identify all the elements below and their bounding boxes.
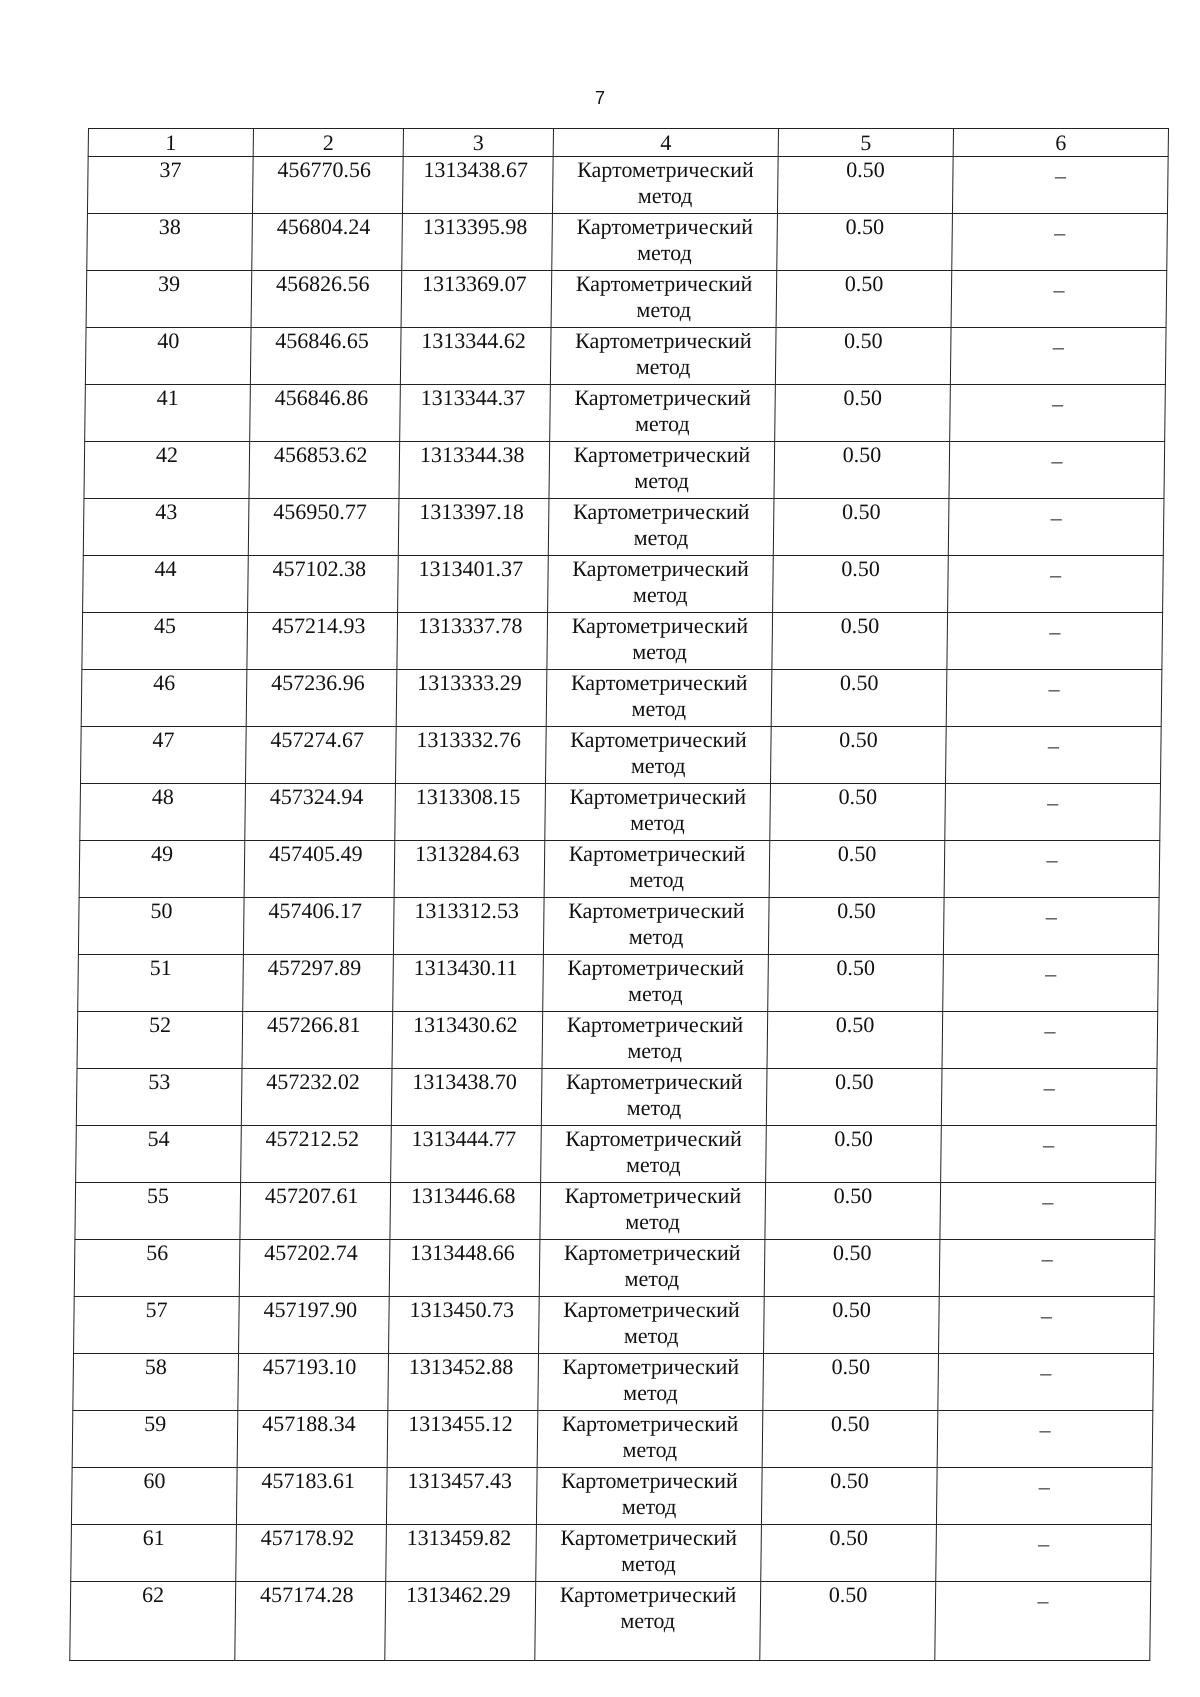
- description-cell: [936, 1468, 1152, 1525]
- point-number-cell: 44: [83, 556, 249, 613]
- column-header-5: 5: [778, 129, 953, 157]
- table-row: [87, 214, 1168, 271]
- y-coordinate-cell: 1313308.15: [395, 784, 546, 841]
- dash-mark: –: [1044, 1018, 1056, 1043]
- y-coordinate-cell: 1313438.67: [402, 157, 553, 214]
- y-coordinate-cell: 1313344.38: [399, 442, 550, 499]
- table-row: [74, 1297, 1155, 1354]
- point-number-cell: 42: [84, 442, 250, 499]
- description-cell: [950, 385, 1166, 442]
- accuracy-cell: 0.50: [777, 214, 953, 271]
- y-coordinate-cell: 1313452.88: [388, 1354, 539, 1411]
- y-coordinate-cell: 1313462.29: [385, 1582, 536, 1661]
- dash-mark: –: [1046, 847, 1058, 872]
- accuracy-cell: 0.50: [775, 328, 951, 385]
- x-coordinate-cell: 457212.52: [241, 1126, 392, 1183]
- y-coordinate-cell: 1313446.68: [390, 1183, 541, 1240]
- y-coordinate-cell: 1313344.62: [400, 328, 551, 385]
- y-coordinate-cell: 1313430.62: [392, 1012, 543, 1069]
- accuracy-cell: 0.50: [770, 727, 946, 784]
- method-cell: Картометрический метод: [543, 898, 769, 955]
- dash-mark: –: [1052, 334, 1064, 359]
- accuracy-cell: 0.50: [777, 157, 953, 214]
- point-number-cell: 51: [78, 955, 244, 1012]
- accuracy-cell: 0.50: [770, 784, 946, 841]
- x-coordinate-cell: 457406.17: [243, 898, 394, 955]
- point-number-cell: 52: [77, 1012, 243, 1069]
- method-cell: Картометрический метод: [552, 214, 778, 271]
- dash-mark: –: [1038, 1474, 1051, 1499]
- description-cell: [938, 1354, 1154, 1411]
- table-row: [76, 1069, 1157, 1126]
- description-cell: [945, 784, 1161, 841]
- point-number-cell: 46: [81, 670, 247, 727]
- column-header-4: 4: [553, 129, 778, 157]
- description-cell: [936, 1525, 1152, 1582]
- x-coordinate-cell: 457183.61: [236, 1468, 387, 1525]
- method-cell: Картометрический метод: [552, 157, 778, 214]
- table-row: [74, 1240, 1155, 1297]
- description-cell: [945, 727, 1161, 784]
- x-coordinate-cell: 457102.38: [248, 556, 399, 613]
- x-coordinate-cell: 457207.61: [240, 1183, 391, 1240]
- x-coordinate-cell: 456804.24: [252, 214, 403, 271]
- dash-mark: –: [1040, 1360, 1052, 1385]
- y-coordinate-cell: 1313333.29: [396, 670, 547, 727]
- y-coordinate-cell: 1313337.78: [397, 613, 548, 670]
- point-number-cell: 58: [73, 1354, 239, 1411]
- dash-mark: –: [1037, 1588, 1049, 1613]
- x-coordinate-cell: 457405.49: [244, 841, 395, 898]
- table-row: [87, 157, 1168, 214]
- point-number-cell: 53: [76, 1069, 242, 1126]
- description-cell: [941, 1126, 1157, 1183]
- point-number-cell: 48: [80, 784, 246, 841]
- table-header: [88, 129, 1168, 157]
- point-number-cell: 56: [74, 1240, 240, 1297]
- table-row: [85, 328, 1166, 385]
- table-row: [83, 556, 1164, 613]
- method-cell: Картометрический метод: [542, 1012, 768, 1069]
- table-row: [80, 784, 1161, 841]
- dash-mark: –: [1049, 619, 1061, 644]
- x-coordinate-cell: 457193.10: [238, 1354, 389, 1411]
- accuracy-cell: 0.50: [775, 385, 951, 442]
- description-cell: [948, 499, 1164, 556]
- table-row: [82, 613, 1163, 670]
- x-coordinate-cell: 457236.96: [246, 670, 397, 727]
- method-cell: Картометрический метод: [535, 1582, 761, 1661]
- table-row: [71, 1468, 1152, 1525]
- y-coordinate-cell: 1313369.07: [401, 271, 552, 328]
- point-number-cell: 60: [71, 1468, 237, 1525]
- x-coordinate-cell: 457214.93: [247, 613, 398, 670]
- method-cell: Картометрический метод: [549, 442, 775, 499]
- method-cell: Картометрический метод: [538, 1354, 764, 1411]
- table-row: [78, 898, 1159, 955]
- description-cell: [951, 271, 1167, 328]
- accuracy-cell: 0.50: [762, 1411, 938, 1468]
- x-coordinate-cell: 456770.56: [252, 157, 403, 214]
- method-cell: Картометрический метод: [536, 1468, 762, 1525]
- accuracy-cell: 0.50: [773, 556, 949, 613]
- table-row: [71, 1525, 1152, 1582]
- description-cell: [952, 214, 1168, 271]
- table-body: [70, 157, 1168, 1661]
- dash-mark: –: [1045, 904, 1058, 929]
- column-header-1: 1: [88, 129, 253, 157]
- method-cell: Картометрический метод: [551, 271, 777, 328]
- dash-mark: –: [1047, 733, 1060, 758]
- dash-mark: –: [1038, 1531, 1050, 1556]
- point-number-cell: 47: [80, 727, 246, 784]
- accuracy-cell: 0.50: [773, 499, 949, 556]
- coordinates-table: [69, 128, 1169, 1661]
- point-number-cell: 49: [79, 841, 245, 898]
- dash-mark: –: [1054, 220, 1066, 245]
- dash-mark: –: [1051, 391, 1064, 416]
- y-coordinate-cell: 1313455.12: [387, 1411, 538, 1468]
- column-header-2: 2: [253, 129, 403, 157]
- y-coordinate-cell: 1313430.11: [393, 955, 544, 1012]
- dash-mark: –: [1048, 676, 1060, 701]
- page-number: 7: [594, 88, 605, 108]
- dash-mark: –: [1040, 1303, 1053, 1328]
- accuracy-cell: 0.50: [763, 1354, 939, 1411]
- description-cell: [937, 1411, 1153, 1468]
- x-coordinate-cell: 456853.62: [249, 442, 400, 499]
- accuracy-cell: 0.50: [760, 1582, 936, 1661]
- accuracy-cell: 0.50: [772, 613, 948, 670]
- method-cell: Картометрический метод: [545, 727, 771, 784]
- y-coordinate-cell: 1313395.98: [402, 214, 553, 271]
- table-row: [77, 1012, 1158, 1069]
- description-cell: [940, 1183, 1156, 1240]
- y-coordinate-cell: 1313401.37: [398, 556, 549, 613]
- accuracy-cell: 0.50: [766, 1126, 942, 1183]
- column-header-6: 6: [953, 129, 1168, 157]
- dash-mark: –: [1041, 1246, 1053, 1271]
- table-row: [84, 442, 1165, 499]
- accuracy-cell: 0.50: [774, 442, 950, 499]
- point-number-cell: 45: [82, 613, 248, 670]
- y-coordinate-cell: 1313312.53: [393, 898, 544, 955]
- y-coordinate-cell: 1313444.77: [391, 1126, 542, 1183]
- table-row: [75, 1183, 1156, 1240]
- y-coordinate-cell: 1313397.18: [398, 499, 549, 556]
- header-row: [88, 129, 1168, 157]
- x-coordinate-cell: 457297.89: [243, 955, 394, 1012]
- table-row: [85, 385, 1166, 442]
- point-number-cell: 50: [78, 898, 244, 955]
- x-coordinate-cell: 457274.67: [245, 727, 396, 784]
- table-row: [80, 727, 1161, 784]
- table-row: [72, 1411, 1153, 1468]
- description-cell: [949, 442, 1165, 499]
- method-cell: Картометрический метод: [546, 670, 772, 727]
- description-cell: [952, 157, 1168, 214]
- accuracy-cell: 0.50: [768, 955, 944, 1012]
- dash-mark: –: [1045, 961, 1057, 986]
- method-cell: Картометрический метод: [539, 1240, 765, 1297]
- dash-mark: –: [1042, 1189, 1054, 1214]
- dash-mark: –: [1053, 277, 1065, 302]
- description-cell: [950, 328, 1166, 385]
- dash-mark: –: [1054, 163, 1067, 188]
- x-coordinate-cell: 457202.74: [239, 1240, 390, 1297]
- dash-mark: –: [1049, 562, 1062, 587]
- method-cell: Картометрический метод: [541, 1069, 767, 1126]
- x-coordinate-cell: 456846.65: [250, 328, 401, 385]
- accuracy-cell: 0.50: [771, 670, 947, 727]
- point-number-cell: 57: [74, 1297, 240, 1354]
- dash-mark: –: [1039, 1417, 1051, 1442]
- dash-mark: –: [1050, 505, 1062, 530]
- description-cell: [947, 613, 1163, 670]
- column-header-3: 3: [403, 129, 553, 157]
- table-row: [83, 499, 1164, 556]
- description-cell: [939, 1240, 1155, 1297]
- point-number-cell: 61: [71, 1525, 237, 1582]
- point-number-cell: 41: [85, 385, 251, 442]
- point-number-cell: 37: [87, 157, 253, 214]
- description-cell: [948, 556, 1164, 613]
- accuracy-cell: 0.50: [769, 841, 945, 898]
- point-number-cell: 40: [85, 328, 251, 385]
- method-cell: Картометрический метод: [543, 955, 769, 1012]
- x-coordinate-cell: 457178.92: [236, 1525, 387, 1582]
- x-coordinate-cell: 457266.81: [242, 1012, 393, 1069]
- accuracy-cell: 0.50: [761, 1468, 937, 1525]
- accuracy-cell: 0.50: [768, 898, 944, 955]
- point-number-cell: 38: [87, 214, 253, 271]
- description-cell: [944, 841, 1160, 898]
- description-cell: [941, 1069, 1157, 1126]
- method-cell: Картометрический метод: [536, 1525, 762, 1582]
- description-cell: [943, 898, 1159, 955]
- accuracy-cell: 0.50: [767, 1012, 943, 1069]
- description-cell: [939, 1297, 1155, 1354]
- table-row: [78, 955, 1159, 1012]
- y-coordinate-cell: 1313284.63: [394, 841, 545, 898]
- y-coordinate-cell: 1313450.73: [389, 1297, 540, 1354]
- method-cell: Картометрический метод: [545, 784, 771, 841]
- table-row: [81, 670, 1162, 727]
- description-cell: [942, 1012, 1158, 1069]
- point-number-cell: 59: [72, 1411, 238, 1468]
- point-number-cell: 54: [76, 1126, 242, 1183]
- description-cell: [935, 1582, 1151, 1661]
- dash-mark: –: [1051, 448, 1063, 473]
- table-row: [79, 841, 1160, 898]
- table-row: [73, 1354, 1154, 1411]
- method-cell: Картометрический метод: [537, 1411, 763, 1468]
- y-coordinate-cell: 1313448.66: [389, 1240, 540, 1297]
- accuracy-cell: 0.50: [766, 1069, 942, 1126]
- accuracy-cell: 0.50: [764, 1297, 940, 1354]
- method-cell: Картометрический метод: [548, 499, 774, 556]
- dash-mark: –: [1042, 1132, 1055, 1157]
- point-number-cell: 39: [86, 271, 252, 328]
- x-coordinate-cell: 456826.56: [251, 271, 402, 328]
- accuracy-cell: 0.50: [764, 1240, 940, 1297]
- x-coordinate-cell: 457174.28: [235, 1582, 386, 1661]
- x-coordinate-cell: 457232.02: [241, 1069, 392, 1126]
- accuracy-cell: 0.50: [765, 1183, 941, 1240]
- x-coordinate-cell: 457197.90: [239, 1297, 390, 1354]
- method-cell: Картометрический метод: [540, 1183, 766, 1240]
- dash-mark: –: [1047, 790, 1059, 815]
- point-number-cell: 62: [70, 1582, 236, 1661]
- y-coordinate-cell: 1313332.76: [395, 727, 546, 784]
- table-row: [86, 271, 1167, 328]
- method-cell: Картометрический метод: [550, 385, 776, 442]
- method-cell: Картометрический метод: [539, 1297, 765, 1354]
- dash-mark: –: [1043, 1075, 1055, 1100]
- method-cell: Картометрический метод: [544, 841, 770, 898]
- description-cell: [943, 955, 1159, 1012]
- method-cell: Картометрический метод: [548, 556, 774, 613]
- x-coordinate-cell: 457324.94: [245, 784, 396, 841]
- x-coordinate-cell: 456846.86: [250, 385, 401, 442]
- table-row: [70, 1582, 1151, 1661]
- table-row: [76, 1126, 1157, 1183]
- point-number-cell: 55: [75, 1183, 241, 1240]
- method-cell: Картометрический метод: [547, 613, 773, 670]
- accuracy-cell: 0.50: [761, 1525, 937, 1582]
- y-coordinate-cell: 1313344.37: [400, 385, 551, 442]
- point-number-cell: 43: [83, 499, 249, 556]
- x-coordinate-cell: 456950.77: [248, 499, 399, 556]
- accuracy-cell: 0.50: [776, 271, 952, 328]
- y-coordinate-cell: 1313457.43: [386, 1468, 537, 1525]
- y-coordinate-cell: 1313459.82: [386, 1525, 537, 1582]
- method-cell: Картометрический метод: [550, 328, 776, 385]
- x-coordinate-cell: 457188.34: [237, 1411, 388, 1468]
- method-cell: Картометрический метод: [541, 1126, 767, 1183]
- y-coordinate-cell: 1313438.70: [391, 1069, 542, 1126]
- description-cell: [946, 670, 1162, 727]
